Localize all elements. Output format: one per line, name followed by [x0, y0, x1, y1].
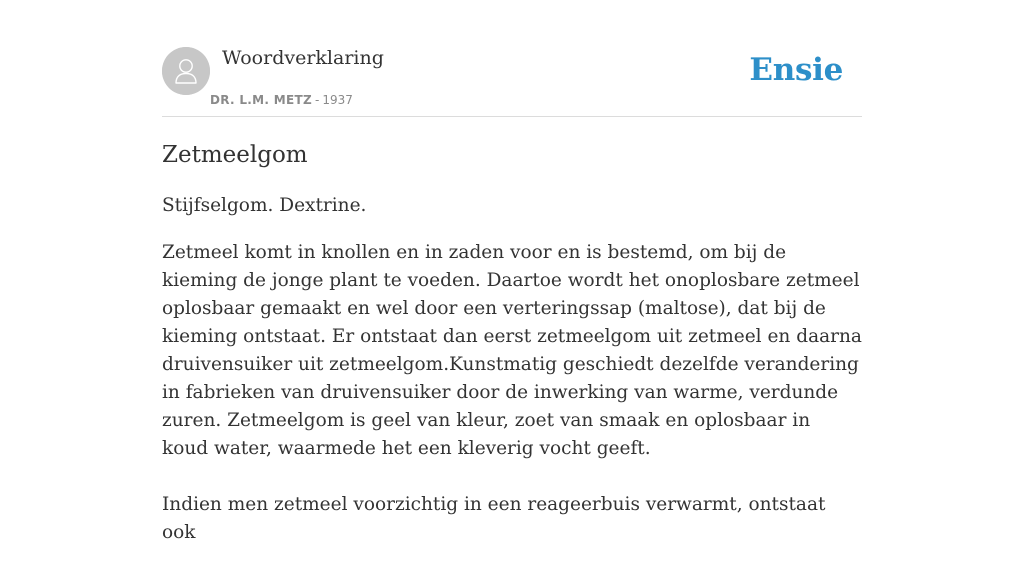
publication-year: 1937: [322, 93, 353, 107]
author-line: [210, 92, 353, 108]
author-separator: -: [314, 93, 320, 107]
article-paragraph: Indien men zetmeel voorzichtig in een reageerbuis verwarmt, ontstaat ook: [162, 494, 826, 543]
brand-logo-link[interactable]: Ensie: [749, 52, 843, 88]
article-paragraph: Zetmeel komt in knollen en in zaden voor en is bestemd, om bij de kieming de jonge plant te voeden. Daartoe wordt het onoplosbare zetmeel oplosbaar gemaakt en wel door een verteringssap (maltose), dat bij de kieming ontstaat. Er ontstaat dan eerst zetmeelgom uit zetmeel en daarna druivensuiker uit zetmeelgom.Kunstmatig geschiedt dezelfde verandering in fabrieken van druivensuiker door de inwerking van warme, verdunde zuren. Zetmeelgom is geel van kleur, zoet van smaak en oplosbaar in koud water, waarmede het een kleverig vocht geeft.: [162, 242, 862, 459]
article-body: [162, 239, 862, 575]
page-title: Zetmeelgom: [162, 142, 308, 168]
article-header: [162, 0, 862, 117]
author-name[interactable]: DR. L.M. METZ: [210, 93, 312, 107]
article-subtitle: Stijfselgom. Dextrine.: [162, 195, 367, 216]
article-page: [162, 0, 862, 543]
user-icon: [162, 47, 210, 95]
category-label: Woordverklaring: [222, 47, 384, 69]
